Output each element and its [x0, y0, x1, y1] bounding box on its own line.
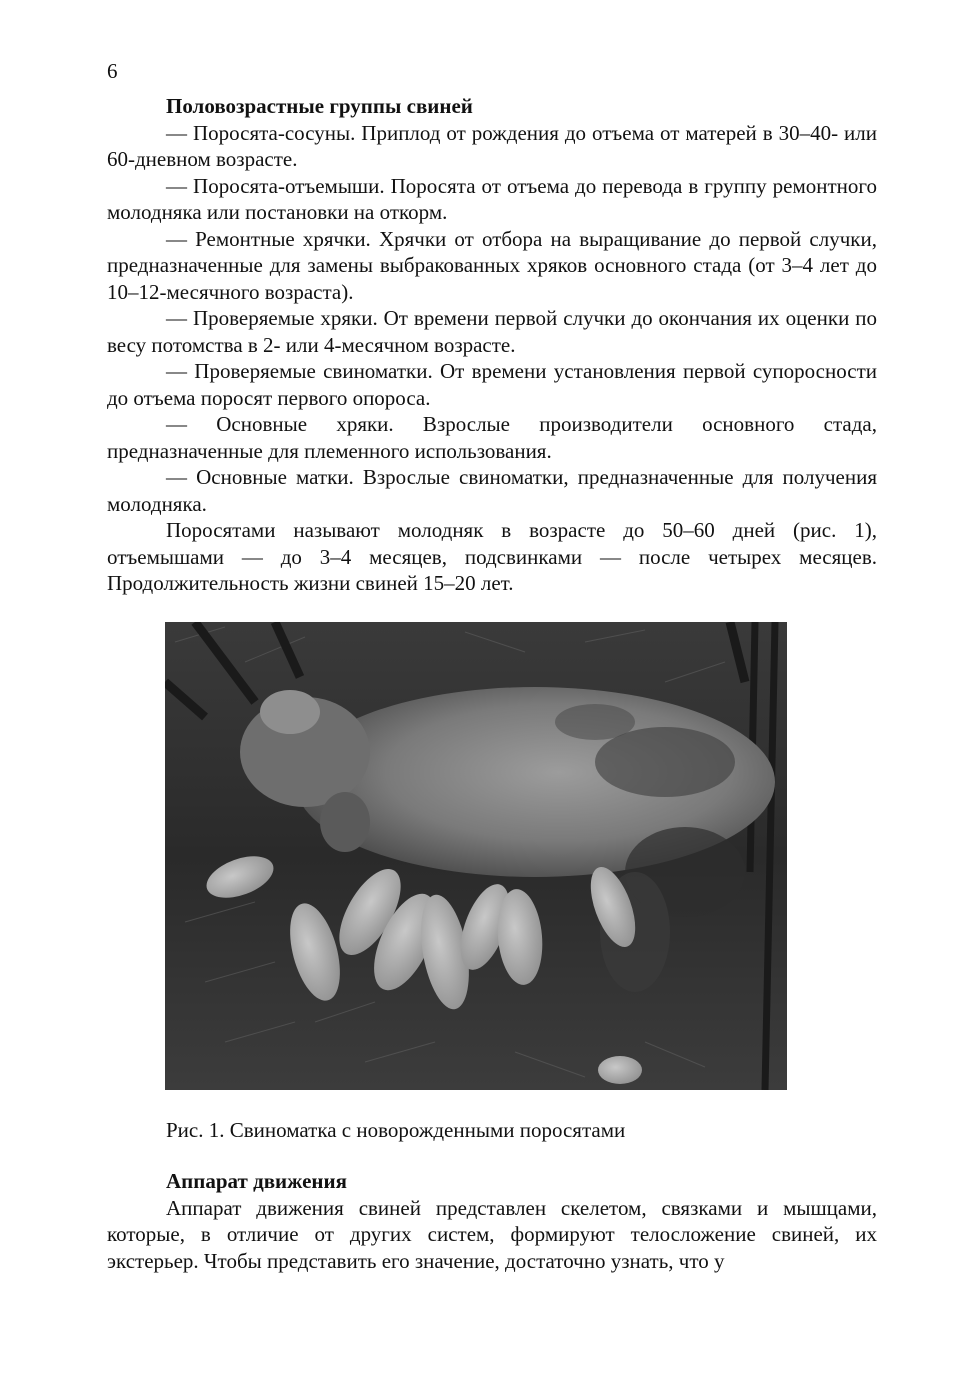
- section-heading: Аппарат движения: [166, 1169, 347, 1193]
- section-heading: Половозрастные группы свиней: [166, 94, 473, 118]
- figure-caption: Рис. 1. Свиноматка с новорожденными поросятами: [166, 1118, 626, 1142]
- page-number: 6: [107, 59, 118, 83]
- paragraph: Поросятами называют молодняк в возрасте до 50–60 дней (рис. 1), отъемышами — до 3–4 месяцев, подсвинками — после четырех месяцев. Продолжительность жизни свиней 15–20 лет.: [107, 518, 877, 595]
- section-locomotion: [107, 1168, 877, 1274]
- paragraph: — Поросята-сосуны. Приплод от рождения до отъема от матерей в 30–40- или 60-дневном возрасте.: [107, 120, 877, 171]
- paragraph: — Основные матки. Взрослые свиноматки, предназначенные для получения молодняка.: [107, 465, 877, 516]
- paragraph: — Ремонтные хрячки. Хрячки от отбора на выращивание до первой случки, предназначенные для замены выбракованных хряков основного стада (от 3–4 лет до 10–12-месячного возраста).: [107, 226, 877, 304]
- section-age-groups: [107, 93, 877, 597]
- photo-illustration: [165, 622, 787, 1090]
- paragraph: — Основные хряки. Взрослые производители основного стада, предназначенные для племенного использования.: [107, 412, 877, 463]
- paragraph: — Проверяемые хряки. От времени первой случки до окончания их оценки по весу потомства в 2- или 4-месячном возрасте.: [107, 306, 877, 357]
- paragraph: — Проверяемые свиноматки. От времени установления первой супоросности до отъема поросят первого опороса.: [107, 359, 877, 410]
- paragraph: — Поросята-отъемыши. Поросята от отъема до перевода в группу ремонтного молодняка или постановки на откорм.: [107, 173, 877, 224]
- paragraph: Аппарат движения свиней представлен скелетом, связками и мышцами, которые, в отличие от других систем, формируют телосложение свиней, их экстерьер. Чтобы представить его значение, достаточно узнать, что у: [107, 1195, 877, 1273]
- figure-sow-with-piglets: [165, 622, 787, 1090]
